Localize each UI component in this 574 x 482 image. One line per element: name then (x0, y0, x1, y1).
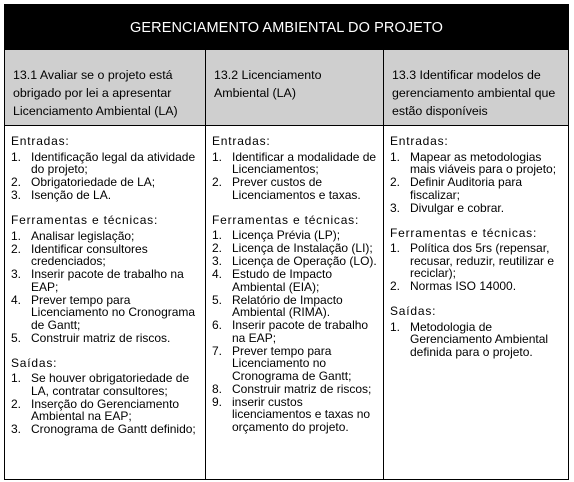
list-text: Licença de Instalação (LI); (232, 241, 373, 255)
section-list (11, 372, 199, 436)
list-number: 1. (11, 371, 22, 385)
list-text: Normas ISO 14000. (410, 279, 517, 293)
column-13-2 (205, 50, 383, 479)
list-text: Definir Auditoria para fiscalizar; (410, 175, 523, 202)
list-item (11, 423, 199, 436)
list-text: Estudo de Impacto Ambiental (EIA); (232, 267, 333, 294)
list-item (390, 280, 562, 293)
list-number: 2. (212, 175, 223, 189)
list-item (11, 398, 199, 423)
column-body (384, 126, 568, 479)
section-spacer (212, 202, 377, 214)
list-item (11, 268, 199, 293)
section-list (390, 321, 562, 359)
list-text: Se houver obrigatoriedade de LA, contratar consultores; (31, 371, 190, 398)
section-title: Ferramentas e técnicas: (212, 212, 360, 227)
section-title: Entradas: (390, 134, 449, 148)
section-title: Entradas: (212, 134, 271, 148)
list-text: Prever custos de Licenciamentos e taxas. (232, 175, 361, 202)
list-item (212, 229, 377, 242)
list-number: 3. (11, 422, 22, 436)
section-title: Saídas: (11, 355, 58, 370)
list-item (390, 202, 562, 215)
list-number: 2. (11, 241, 22, 256)
list-text: Obrigatoriedade de LA; (31, 175, 156, 189)
section-spacer (390, 215, 562, 227)
list-number: 9. (212, 394, 223, 409)
list-number: 1. (11, 149, 22, 164)
list-text: Metodologia de Gerenciamento Ambiental definida para o projeto. (410, 319, 549, 359)
list-item (11, 243, 199, 268)
section-list (11, 151, 199, 202)
section-title: Ferramentas e técnicas: (390, 225, 538, 240)
list-item (212, 319, 377, 344)
list-number: 4. (11, 292, 22, 307)
table-title: GERENCIAMENTO AMBIENTAL DO PROJETO (5, 5, 568, 50)
list-item (212, 242, 377, 255)
list-number: 2. (11, 396, 22, 411)
list-text: Inserir pacote de trabalho na EAP; (31, 267, 184, 294)
list-item (212, 396, 377, 434)
list-number: 1. (212, 149, 223, 164)
list-number: 2. (390, 279, 401, 293)
list-number: 7. (212, 343, 223, 358)
list-text: Inserir pacote de trabalho na EAP; (232, 318, 369, 345)
list-text: Construir matriz de riscos. (31, 330, 171, 345)
section-list (212, 151, 377, 202)
list-text: Identificação legal da atividade do projeto; (31, 149, 196, 176)
list-text: Inserção do Gerenciamento Ambiental na EAP; (31, 396, 180, 423)
list-item (11, 332, 199, 345)
list-text: Política dos 5rs (repensar, recusar, reduzir, reutilizar e reciclar); (410, 241, 555, 280)
list-text: Isenção de LA. (31, 188, 112, 202)
column-heading: 13.3 Identificar modelos de gerenciamento ambiental que estão disponíveis (384, 50, 568, 126)
list-item (11, 230, 199, 243)
list-number: 1. (11, 228, 22, 243)
list-number: 4. (212, 267, 223, 281)
list-item (212, 268, 377, 293)
section-list (390, 151, 562, 215)
list-item (212, 255, 377, 268)
list-item (390, 242, 562, 280)
list-text: Mapear as metodologias mais viáveis para o projeto; (410, 149, 557, 176)
section-list (212, 229, 377, 433)
list-number: 5. (11, 330, 22, 345)
column-13-3 (383, 50, 568, 479)
list-item (390, 176, 562, 201)
list-text: Divulgar e cobrar. (410, 200, 505, 215)
list-text: Cronograma de Gantt definido; (31, 422, 196, 436)
list-text: Relatório de Impacto Ambiental (RIMA). (232, 292, 343, 319)
column-13-1 (5, 50, 205, 479)
list-item (390, 321, 562, 359)
list-number: 2. (11, 175, 22, 189)
list-number: 1. (390, 149, 401, 164)
list-item (212, 151, 377, 176)
section-spacer (11, 345, 199, 357)
column-body (5, 126, 205, 479)
list-item (11, 294, 199, 332)
column-heading: 13.2 Licenciamento Ambiental (LA) (206, 50, 383, 126)
list-number: 1. (390, 241, 401, 255)
list-number: 3. (390, 200, 401, 215)
list-text: Identificar a modalidade de Licenciamentos; (232, 149, 377, 176)
list-text: Prever tempo para Licenciamento no Cronograma de Gantt; (232, 343, 352, 383)
list-number: 1. (390, 319, 401, 334)
list-item (390, 151, 562, 176)
list-number: 8. (212, 381, 223, 396)
list-item (212, 383, 377, 396)
list-number: 2. (212, 241, 223, 255)
list-text: Licença de Operação (LO). (232, 254, 377, 268)
list-text: inserir custos licenciamentos e taxas no orçamento do projeto. (232, 394, 371, 434)
list-item (11, 189, 199, 202)
process-table (4, 4, 569, 480)
list-number: 2. (390, 175, 401, 189)
list-item (11, 151, 199, 176)
list-text: Prever tempo para Licenciamento no Cronograma de Gantt; (31, 292, 196, 332)
section-list (11, 230, 199, 345)
list-number: 3. (11, 188, 22, 202)
list-text: Licença Prévia (LP); (232, 228, 341, 242)
list-item (11, 372, 199, 397)
list-item (212, 176, 377, 201)
list-number: 5. (212, 292, 223, 307)
list-number: 3. (11, 267, 22, 281)
list-text: Identificar consultores credenciados; (31, 241, 148, 268)
section-title: Entradas: (11, 134, 70, 148)
list-item (212, 294, 377, 319)
section-title: Saídas: (390, 304, 437, 318)
section-list (390, 242, 562, 293)
list-item (212, 345, 377, 383)
list-number: 1. (212, 228, 223, 242)
list-item (11, 176, 199, 189)
list-number: 3. (212, 254, 223, 268)
column-heading: 13.1 Avaliar se o projeto está obrigado por lei a apresentar Licenciamento Ambiental (LA) (5, 50, 205, 126)
column-body (206, 126, 383, 479)
section-title: Ferramentas e técnicas: (11, 213, 159, 227)
list-text: Analisar legislação; (31, 228, 135, 243)
list-text: Construir matriz de riscos; (232, 381, 372, 396)
list-number: 6. (212, 318, 223, 332)
